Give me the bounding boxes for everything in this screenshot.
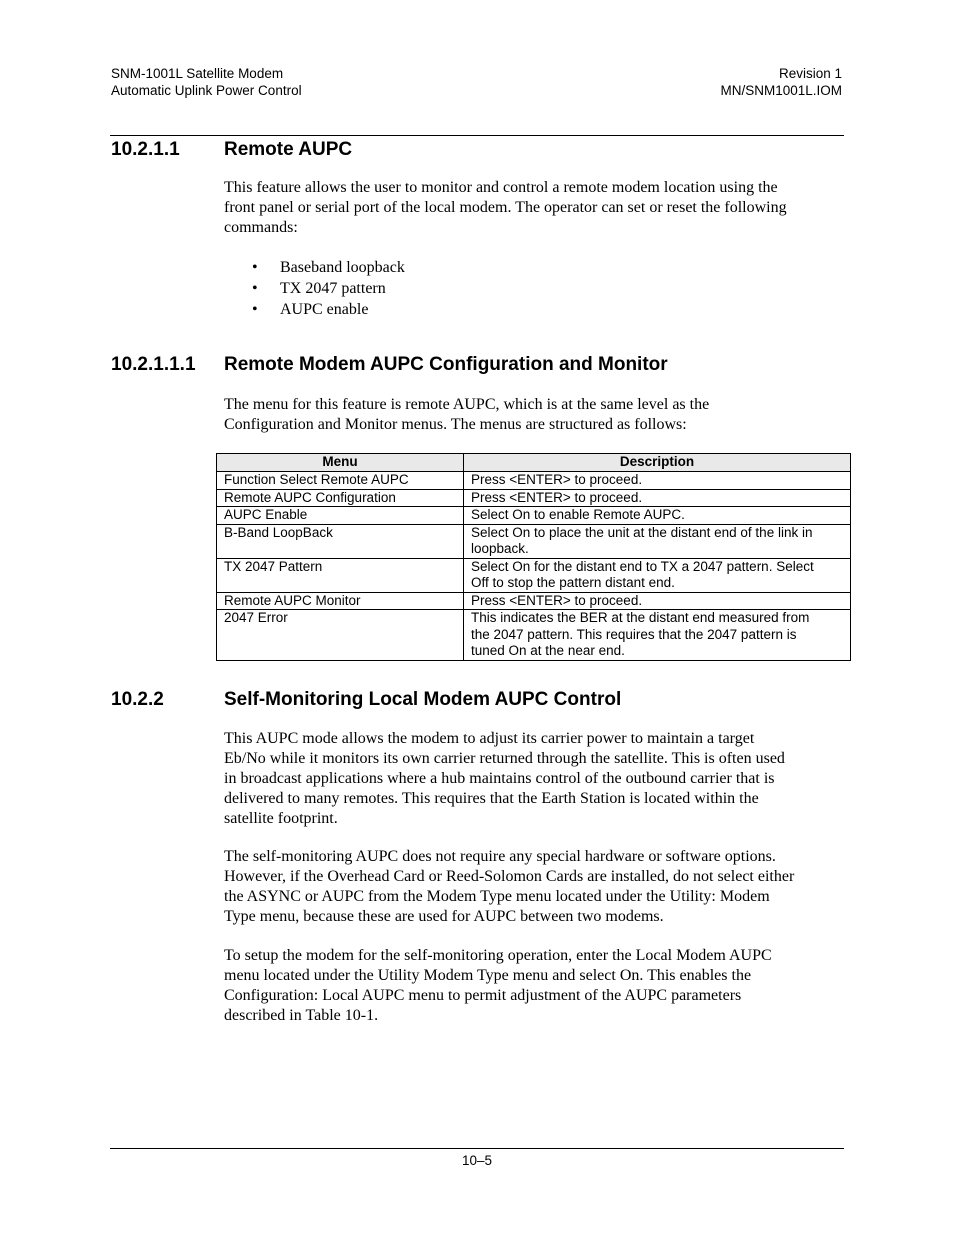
table-row (217, 524, 851, 558)
paragraph-line: Configuration and Monitor menus. The menus are structured as follows: (224, 416, 687, 433)
column-header-description: Description (464, 454, 851, 472)
heading-number: 10.2.1.1 (111, 139, 180, 160)
menu-cell: Function Select Remote AUPC (217, 472, 464, 490)
heading-self-monitoring (111, 689, 621, 711)
list-item-text: TX 2047 pattern (280, 280, 386, 297)
description-cell (464, 524, 851, 558)
menu-cell: TX 2047 Pattern (217, 558, 464, 592)
description-line: Off to stop the pattern distant end. (471, 575, 675, 590)
paragraph-line: This AUPC mode allows the modem to adjust its carrier power to maintain a target (224, 730, 755, 747)
paragraph-line: delivered to many remotes. This requires that the Earth Station is located within the (224, 790, 759, 807)
list-item (252, 257, 405, 278)
header-revision: Revision 1 (778, 66, 842, 81)
self-monitoring-paragraph-1 (224, 729, 844, 829)
heading-config-monitor (111, 354, 668, 376)
config-monitor-paragraph (224, 395, 844, 435)
description-cell (464, 507, 851, 525)
menu-cell: B-Band LoopBack (217, 524, 464, 558)
list-item-text: Baseband loopback (280, 259, 405, 276)
bullet-marker: • (252, 280, 258, 297)
list-item-text: AUPC enable (280, 301, 369, 318)
page-number: 10–5 (461, 1153, 493, 1168)
self-monitoring-paragraph-3 (224, 946, 844, 1026)
paragraph-line: the ASYNC or AUPC from the Modem Type menu located under the Utility: Modem (224, 888, 770, 905)
paragraph-line: described in Table 10-1. (224, 1007, 379, 1024)
heading-title: Self-Monitoring Local Modem AUPC Control (224, 689, 622, 710)
description-line: loopback. (471, 541, 529, 556)
footer-rule (110, 1148, 844, 1149)
paragraph-line: Type menu, because these are used for AUPC between two modems. (224, 908, 664, 925)
self-monitoring-paragraph-2 (224, 847, 844, 927)
description-line: Select On to enable Remote AUPC. (471, 507, 685, 522)
heading-number: 10.2.2 (111, 689, 164, 710)
paragraph-line: To setup the modem for the self-monitoring operation, enter the Local Modem AUPC (224, 947, 772, 964)
bullet-marker: • (252, 301, 258, 318)
paragraph-line: The self-monitoring AUPC does not require any special hardware or software options. (224, 848, 776, 865)
heading-number: 10.2.1.1.1 (111, 354, 196, 375)
menu-cell: Remote AUPC Monitor (217, 592, 464, 610)
remote-aupc-menu-table (216, 453, 851, 661)
table-row (217, 489, 851, 507)
header-rule (110, 135, 844, 136)
header-product: SNM-1001L Satellite Modem (111, 66, 284, 81)
heading-title: Remote Modem AUPC Configuration and Monitor (224, 354, 668, 375)
table-row (217, 610, 851, 661)
description-line: tuned On at the near end. (471, 643, 625, 658)
table-row (217, 558, 851, 592)
bullet-marker: • (252, 259, 258, 276)
description-line: Select On for the distant end to TX a 2047 pattern. Select (471, 558, 814, 574)
description-cell (464, 472, 851, 490)
description-line: Press <ENTER> to proceed. (471, 592, 643, 608)
paragraph-line: in broadcast applications where a hub maintains control of the outbound carrier that is (224, 770, 775, 787)
paragraph-line: satellite footprint. (224, 810, 338, 827)
column-header-menu: Menu (217, 454, 464, 472)
menu-cell: 2047 Error (217, 610, 464, 661)
description-cell (464, 558, 851, 592)
menu-cell: AUPC Enable (217, 507, 464, 525)
menu-cell: Remote AUPC Configuration (217, 489, 464, 507)
description-cell (464, 592, 851, 610)
table-row (217, 472, 851, 490)
paragraph-line: However, if the Overhead Card or Reed-Solomon Cards are installed, do not select either (224, 868, 795, 885)
table-row (217, 592, 851, 610)
list-item (252, 299, 405, 320)
heading-remote-aupc (111, 139, 352, 161)
running-header-right (720, 66, 842, 99)
table-header-row (217, 454, 851, 472)
description-cell (464, 489, 851, 507)
description-cell (464, 610, 851, 661)
command-bullet-list (252, 257, 405, 320)
remote-aupc-paragraph (224, 178, 844, 238)
paragraph-line: This feature allows the user to monitor and control a remote modem location using the (224, 179, 778, 196)
description-line: the 2047 pattern. This requires that the 2047 pattern is (471, 626, 797, 642)
list-item (252, 278, 405, 299)
paragraph-line: menu located under the Utility Modem Type menu and select On. This enables the (224, 967, 752, 984)
description-line: Select On to place the unit at the distant end of the link in (471, 524, 813, 540)
description-line: This indicates the BER at the distant end measured from (471, 610, 810, 625)
table-row (217, 507, 851, 525)
description-line: Press <ENTER> to proceed. (471, 472, 643, 487)
running-header-left (111, 66, 302, 99)
description-line: Press <ENTER> to proceed. (471, 489, 643, 505)
heading-title: Remote AUPC (224, 139, 353, 160)
paragraph-line: commands: (224, 219, 298, 236)
paragraph-line: Eb/No while it monitors its own carrier returned through the satellite. This is often used (224, 750, 785, 767)
paragraph-line: The menu for this feature is remote AUPC, which is at the same level as the (224, 396, 710, 413)
paragraph-line: Configuration: Local AUPC menu to permit adjustment of the AUPC parameters (224, 987, 742, 1004)
header-doc-id: MN/SNM1001L.IOM (720, 82, 842, 98)
paragraph-line: front panel or serial port of the local modem. The operator can set or reset the following (224, 199, 787, 216)
header-chapter: Automatic Uplink Power Control (111, 82, 302, 98)
